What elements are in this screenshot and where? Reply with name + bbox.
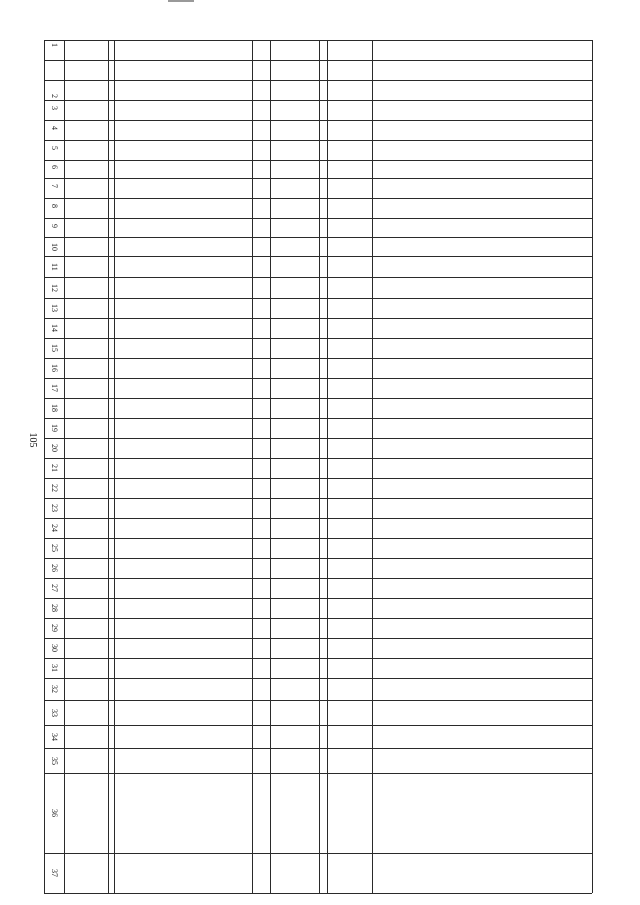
scan-artifact	[168, 0, 194, 2]
band-rule	[44, 100, 592, 101]
band-rule	[44, 218, 592, 219]
band-rule	[44, 140, 592, 141]
column-number: 24	[50, 524, 59, 532]
column-number: 12	[50, 283, 59, 292]
column-number: 13	[50, 304, 59, 312]
band-rule	[44, 478, 592, 479]
band-rule	[44, 418, 592, 419]
column-number: 4	[50, 126, 59, 130]
row-rule	[64, 40, 65, 893]
report-table	[44, 40, 592, 893]
column-number: 34	[50, 732, 59, 741]
band-rule	[44, 398, 592, 399]
column-number: 27	[50, 584, 59, 592]
band-rule	[44, 80, 592, 81]
band-rule	[44, 658, 592, 659]
row-rule	[319, 40, 320, 893]
band-rule	[44, 638, 592, 639]
row-rule	[44, 40, 45, 893]
column-number: 8	[50, 204, 59, 208]
band-rule	[44, 338, 592, 339]
band-rule	[44, 438, 592, 439]
column-number: 37	[50, 869, 59, 877]
band-rule	[44, 678, 592, 679]
band-rule	[44, 598, 592, 599]
row-rule	[270, 40, 271, 893]
column-number: 2	[50, 94, 59, 98]
band-rule	[44, 773, 592, 774]
column-number: 18	[50, 404, 59, 412]
band-rule	[44, 237, 592, 238]
band-rule	[44, 893, 592, 894]
band-rule	[44, 160, 592, 161]
column-number: 36	[50, 809, 59, 817]
band-rule	[44, 578, 592, 579]
column-number: 33	[50, 708, 59, 717]
column-number: 11	[50, 262, 59, 271]
band-rule	[44, 378, 592, 379]
column-number: 32	[50, 685, 59, 693]
column-number: 9	[50, 223, 59, 228]
column-number: 17	[50, 384, 59, 392]
band-rule	[44, 518, 592, 519]
row-rule	[252, 40, 253, 893]
band-rule	[44, 558, 592, 559]
column-number: 1	[50, 43, 59, 47]
column-number: 26	[50, 564, 59, 572]
band-rule	[44, 358, 592, 359]
column-number: 3	[50, 106, 59, 110]
band-rule	[44, 618, 592, 619]
column-number: 25	[50, 544, 59, 552]
band-rule	[44, 198, 592, 199]
column-number: 20	[50, 444, 59, 452]
band-rule	[44, 256, 592, 257]
column-number: 22	[50, 484, 59, 492]
column-number: 5	[50, 146, 59, 150]
column-number: 30	[50, 644, 59, 652]
band-rule	[44, 725, 592, 726]
row-rule	[592, 40, 593, 893]
band-rule	[44, 60, 592, 61]
band-rule	[44, 277, 592, 278]
band-rule	[44, 40, 592, 41]
column-number: 16	[50, 364, 59, 372]
column-number: 14	[50, 324, 59, 332]
band-rule	[44, 853, 592, 854]
column-number: 10	[50, 242, 59, 251]
column-number: 7	[50, 184, 59, 188]
band-rule	[44, 120, 592, 121]
column-number: 23	[50, 504, 59, 512]
column-number: 31	[50, 664, 59, 672]
column-number: 29	[50, 624, 59, 632]
band-rule	[44, 700, 592, 701]
band-rule	[44, 498, 592, 499]
column-number: 35	[50, 756, 59, 765]
row-rule	[372, 40, 373, 893]
page-number: 105	[27, 432, 38, 448]
band-rule	[44, 318, 592, 319]
band-rule	[44, 298, 592, 299]
row-rule	[108, 40, 109, 893]
band-rule	[44, 458, 592, 459]
band-rule	[44, 178, 592, 179]
band-rule	[44, 748, 592, 749]
row-rule	[114, 40, 115, 893]
column-number: 6	[50, 165, 59, 169]
column-number: 19	[50, 424, 59, 432]
band-rule	[44, 538, 592, 539]
column-number: 15	[50, 344, 59, 352]
column-number: 28	[50, 604, 59, 612]
column-number: 21	[50, 464, 59, 472]
row-rule	[327, 40, 328, 893]
